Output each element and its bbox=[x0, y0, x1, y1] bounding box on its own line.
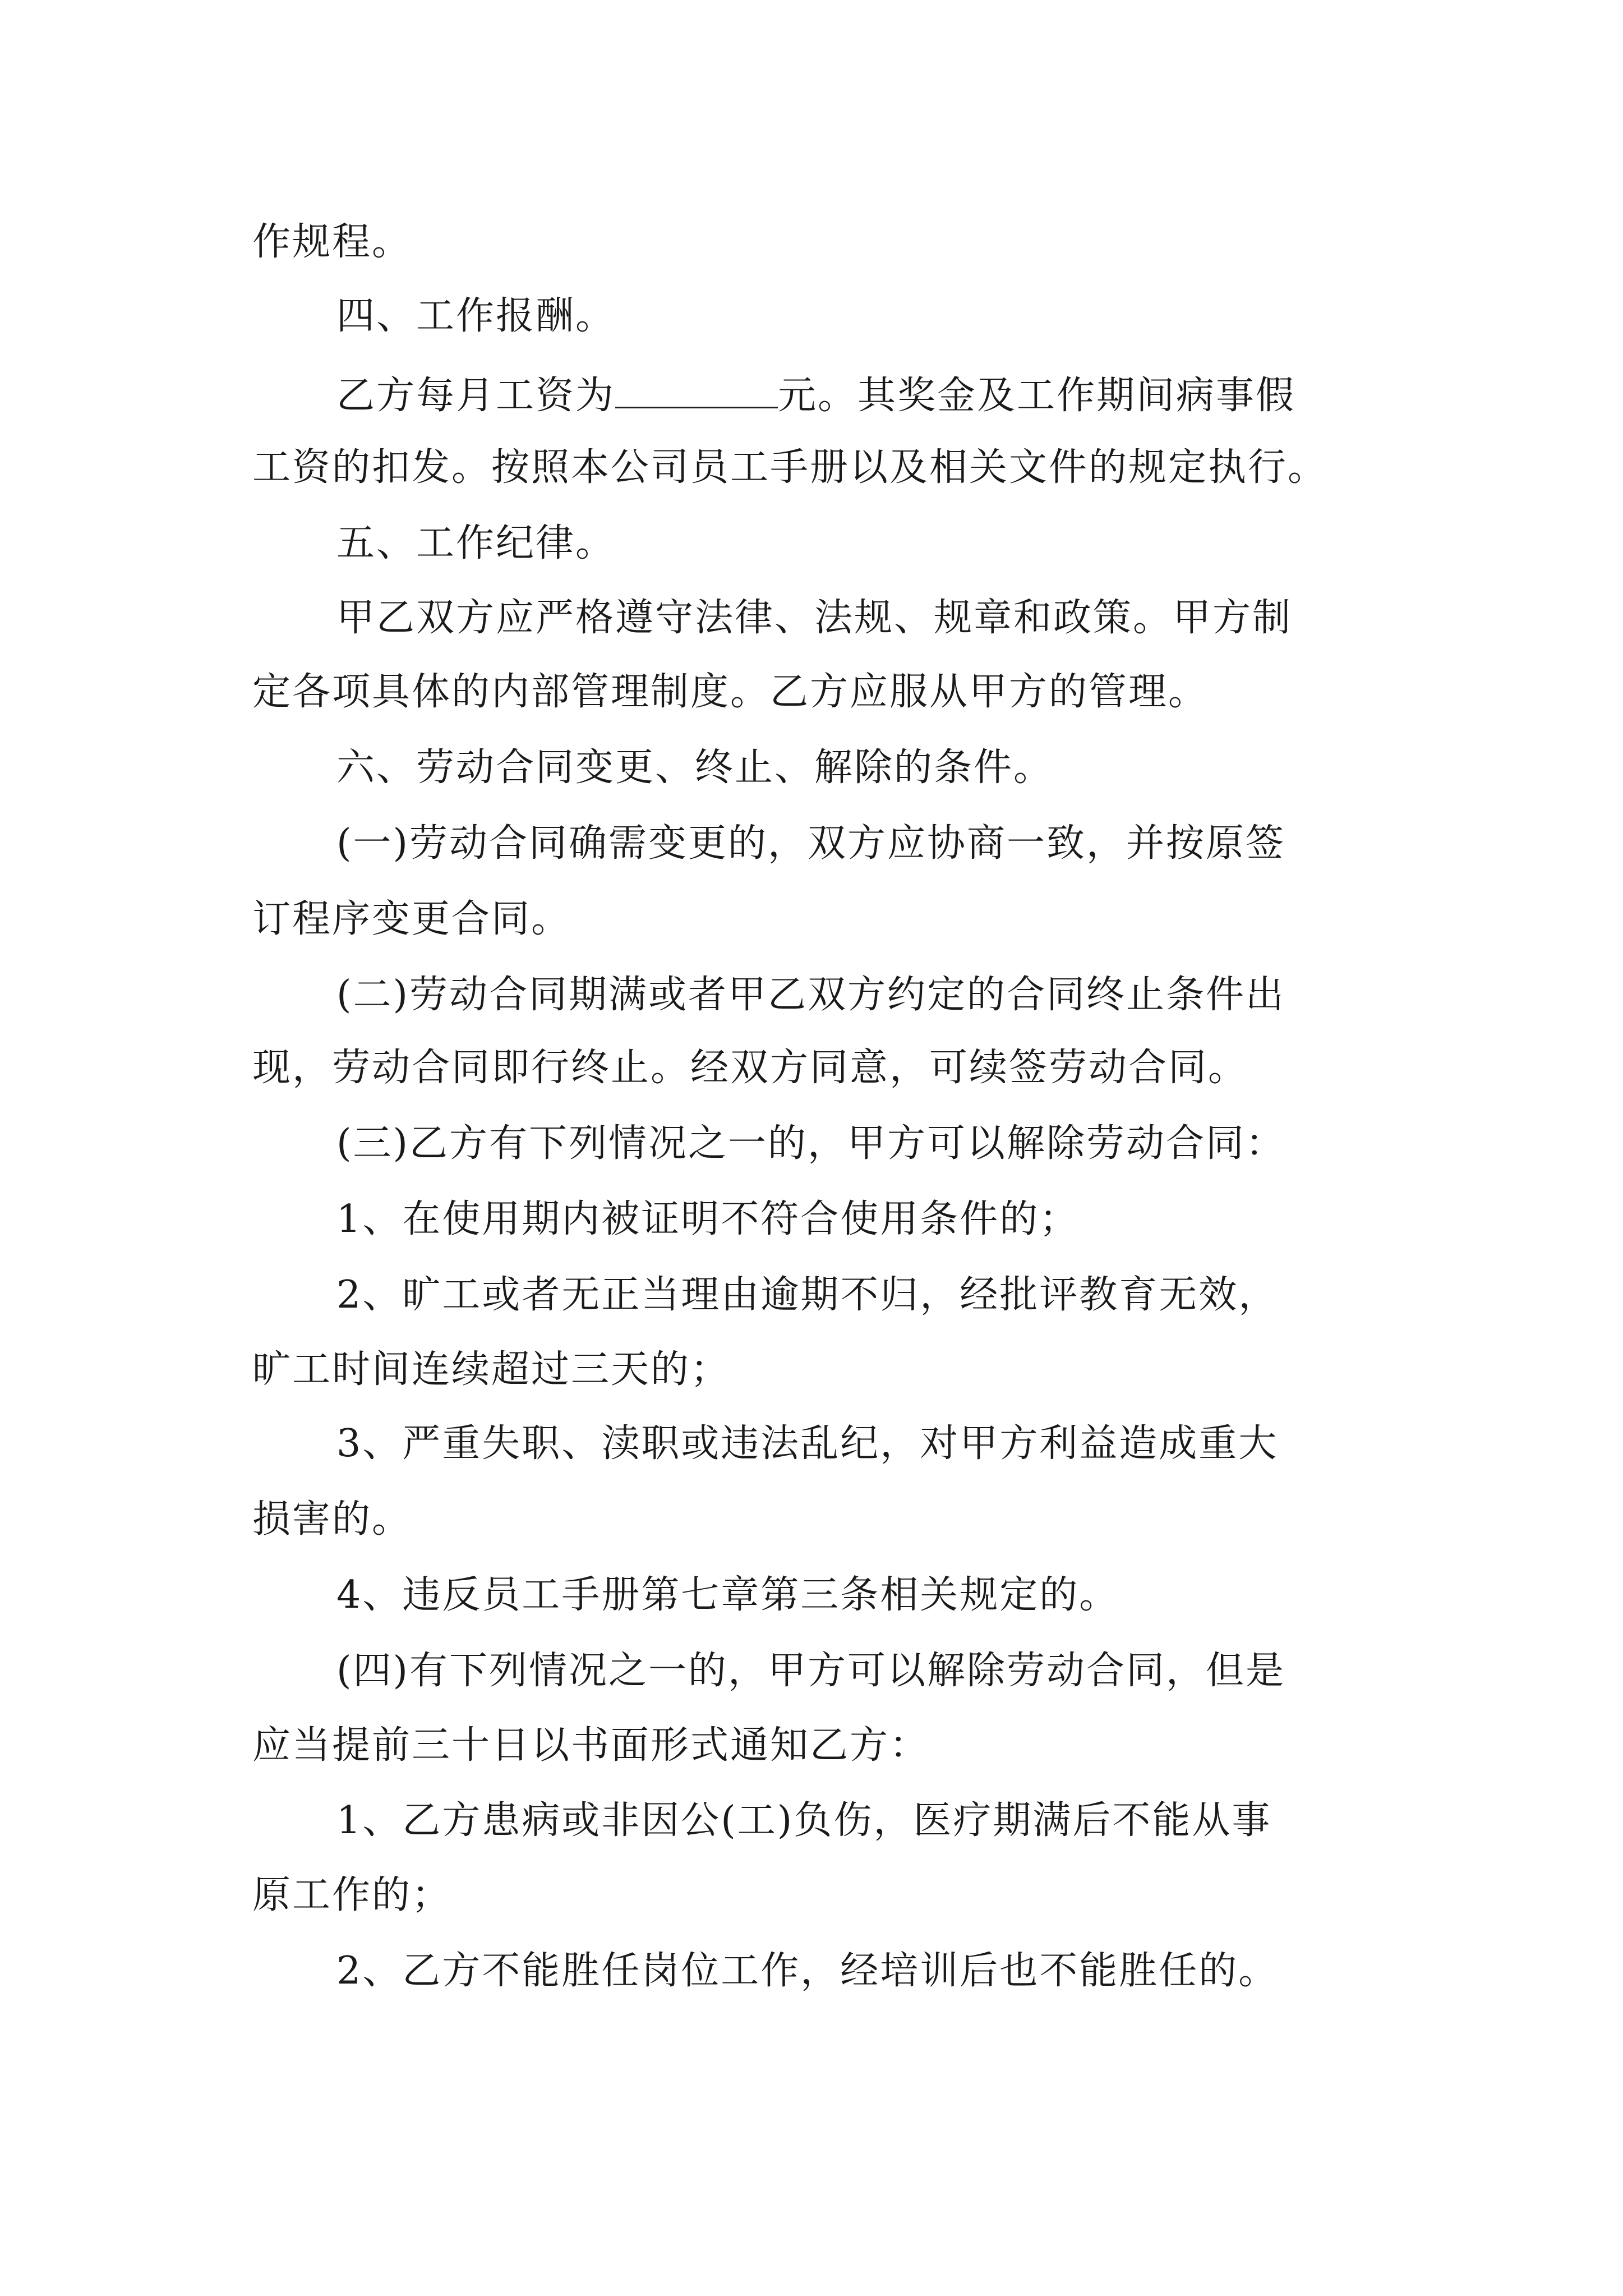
salary-blank bbox=[615, 373, 778, 408]
text-segment: 乙方每月工资为 bbox=[336, 374, 616, 418]
text-line: 旷工时间连续超过三天的； bbox=[252, 1347, 731, 1392]
text-line: 4、违反员工手册第七章第三条相关规定的。 bbox=[336, 1573, 1119, 1617]
section-heading: 四、工作报酬。 bbox=[336, 294, 616, 338]
text-segment: 元。其奖金及工作期间病事假 bbox=[778, 374, 1296, 418]
text-line: (三)乙方有下列情况之一的，甲方可以解除劳动合同： bbox=[336, 1121, 1286, 1166]
text-line: 原工作的； bbox=[252, 1873, 452, 1917]
text-line: (二)劳动合同期满或者甲乙双方约定的合同终止条件出 bbox=[336, 973, 1286, 1017]
text-line: 1、乙方患病或非因公(工)负伤，医疗期满后不能从事 bbox=[336, 1798, 1272, 1843]
section-heading: 六、劳动合同变更、终止、解除的条件。 bbox=[336, 746, 1054, 790]
text-line: 2、乙方不能胜任岗位工作，经培训后也不能胜任的。 bbox=[336, 1949, 1279, 1993]
text-line: (一)劳动合同确需变更的，双方应协商一致，并按原签 bbox=[336, 821, 1286, 866]
text-line: 2、旷工或者无正当理由逾期不归，经批评教育无效， bbox=[336, 1273, 1279, 1317]
text-line: 3、严重失职、渎职或违法乱纪，对甲方利益造成重大 bbox=[336, 1421, 1279, 1466]
text-line: 现，劳动合同即行终止。经双方同意，可续签劳动合同。 bbox=[252, 1046, 1248, 1090]
text-line: 作规程。 bbox=[252, 220, 412, 264]
text-line: 损害的。 bbox=[252, 1497, 412, 1542]
section-heading: 五、工作纪律。 bbox=[336, 521, 616, 565]
text-line: (四)有下列情况之一的，甲方可以解除劳动合同，但是 bbox=[336, 1649, 1286, 1693]
text-line: 应当提前三十日以书面形式通知乙方： bbox=[252, 1723, 930, 1768]
text-line: 工资的扣发。按照本公司员工手册以及相关文件的规定执行。 bbox=[252, 445, 1328, 490]
text-line: 1、在使用期内被证明不符合使用条件的； bbox=[336, 1197, 1080, 1241]
text-line: 订程序变更合同。 bbox=[252, 897, 571, 941]
text-line bbox=[336, 373, 1296, 418]
text-line: 甲乙双方应严格遵守法律、法规、规章和政策。甲方制 bbox=[336, 596, 1293, 640]
text-line: 定各项具体的内部管理制度。乙方应服从甲方的管理。 bbox=[252, 670, 1209, 714]
